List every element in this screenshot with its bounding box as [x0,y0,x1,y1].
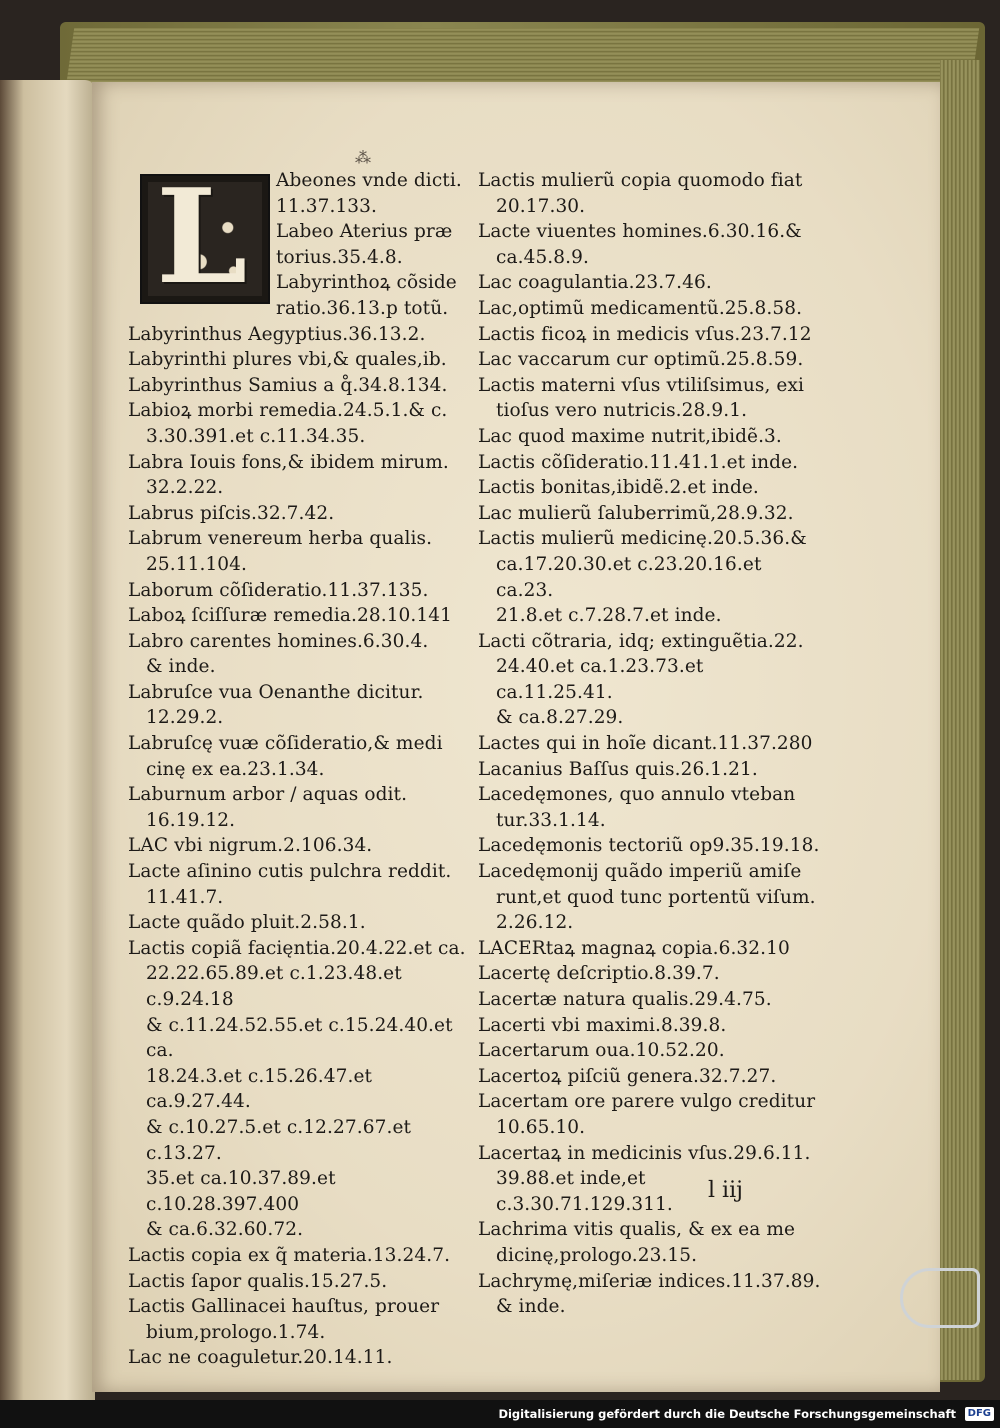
index-column-right [478,168,823,1320]
index-column-left [128,160,473,1371]
entry-continuation: cinę ex ea.23.1.34. [146,758,325,780]
index-entry [128,629,473,680]
entry-text: Lactis Gallinacei hauſtus, prouer [128,1296,440,1318]
index-entry [128,450,473,501]
index-entry [478,347,823,373]
index-entry [478,219,823,270]
index-entry [128,1345,473,1371]
index-entry [128,731,473,782]
page-edges-top [66,28,979,88]
index-entry [478,1089,823,1140]
left-facing-page [0,80,95,1400]
index-entry [478,757,823,783]
entry-continuation: 12.29.2. [146,707,224,729]
index-entry [128,910,473,936]
index-entry [478,1013,823,1039]
entry-continuation: ca.45.8.9. [496,246,589,268]
entry-text: Lactis mulierũ medicinę.20.5.36.& [478,528,807,550]
index-entry [128,168,473,219]
entry-continuation: 18.24.3.et c.15.26.47.et ca.9.27.44. [146,1065,373,1113]
entry-text: Lacertam ore parere vulgo creditur [478,1091,816,1113]
index-entry [478,859,823,936]
entry-continuation: & inde. [146,656,216,678]
entry-text: Lactis copia ex q̃ materia.13.24.7. [128,1244,451,1266]
entry-continuation: tioſus vero nutricis.28.9.1. [496,400,748,422]
index-entry [128,859,473,910]
entry-text: Laborum cõſideratio.11.37.135. [128,579,429,601]
entry-continuation: 39.88.et inde,et c.3.30.71.129.311. [496,1168,673,1215]
index-entry [128,501,473,527]
entry-continuation: & c.11.24.52.55.et c.15.24.40.et ca. [146,1014,453,1062]
index-entry [128,398,473,449]
entry-continuation: 11.37.133. [276,195,378,217]
entry-text: Lactis copiã facięntia.20.4.22.et ca. [128,937,466,959]
index-entry [478,1217,823,1268]
entry-text: Lacerti vbi maximi.8.39.8. [478,1014,727,1036]
entry-text: Lacertoꝝ piſciũ genera.32.7.27. [478,1065,777,1087]
index-entry [128,936,473,1243]
entry-text: Lacedęmones, quo annulo vteban [478,784,796,806]
initial-letter: L [156,160,248,313]
entry-text: Lactis mulierũ copia quomodo fiat [478,170,803,191]
index-entry [128,526,473,577]
entry-continuation: & ca.8.27.29. [496,707,624,729]
index-entry [478,501,823,527]
entry-continuation: 11.41.7. [146,886,224,908]
index-entry [478,1038,823,1064]
index-entry [478,1064,823,1090]
entry-continuation: 20.17.30. [496,195,586,217]
entry-text: Lachrymę,miſeriæ indices.11.37.89. [478,1270,821,1292]
entry-continuation: 32.2.22. [146,477,224,499]
index-entry [478,833,823,859]
entry-text: Lactes qui in hoĩe dicant.11.37.280 [478,733,813,755]
entry-text: Lachrima vitis qualis, & ex ea me [478,1219,796,1241]
entry-text: Labra Iouis fons,& ibidem mirum. [128,451,449,473]
entry-text: Labeo Aterius præ [276,221,453,243]
digitization-footer [0,1400,1000,1428]
entry-text: Lacanius Baſſus quis.26.1.21. [478,758,758,780]
signature-mark: l iij [708,1178,743,1203]
page-edges-right [940,60,980,1380]
entry-continuation: 25.11.104. [146,553,248,575]
entry-continuation: 22.22.65.89.et c.1.23.48.et c.9.24.18 [146,963,402,1010]
entry-text: Lactis materni vſus vtiliſsimus, exi [478,374,805,396]
entry-text: Lac coagulantia.23.7.46. [478,272,712,294]
entry-continuation: & inde. [496,1296,566,1318]
entry-text: Lacte aſinino cutis pulchra reddit. [128,861,452,883]
entry-text: Labyrinthus Samius a q̊.34.8.134. [128,374,448,396]
entry-text: Lacertarum oua.10.52.20. [478,1040,725,1062]
index-entry [478,475,823,501]
index-entry [478,296,823,322]
entry-continuation: 3.30.391.et c.11.34.35. [146,425,366,447]
index-entry [128,322,473,348]
index-entry [128,1269,473,1295]
index-entry [478,450,823,476]
entry-continuation: 16.19.12. [146,809,236,831]
entry-text: Lacertę deſcriptio.8.39.7. [478,963,720,985]
entry-continuation: & c.10.27.5.et c.12.27.67.et c.13.27. [146,1116,412,1164]
index-entry [478,322,823,348]
entry-continuation: 10.65.10. [496,1116,586,1138]
page-clip [900,1268,980,1328]
index-entry [478,782,823,833]
index-entry [478,373,823,424]
entry-continuation: bium,prologo.1.74. [146,1321,326,1343]
index-entry [478,168,823,219]
index-entry [478,629,823,731]
index-entry [478,987,823,1013]
index-entry [128,680,473,731]
entry-text: LAC vbi nigrum.2.106.34. [128,835,373,857]
entry-continuation: & ca.6.32.60.72. [146,1219,304,1241]
entry-text: Abeones vnde dicti. [276,170,462,191]
entry-text: Laboꝝ ſciſſuræ remedia.28.10.141 [128,605,453,627]
dfg-logo: DFG [965,1407,994,1421]
index-entry [478,424,823,450]
index-entry [128,833,473,859]
entry-text: Lactis bonitas,ibidẽ.2.et inde. [478,477,759,499]
entry-continuation: tur.33.1.14. [496,809,606,831]
entry-text: Lacedęmonij quãdo imperiũ amiſe [478,861,802,883]
index-entry [128,782,473,833]
entry-text: Labro carentes homines.6.30.4. [128,630,429,652]
entry-text: Lac vaccarum cur optimũ.25.8.59. [478,349,804,371]
entry-text: Lacti cõtraria, idq; extinguẽtia.22. [478,630,804,652]
index-entry [478,270,823,296]
entry-text: Lac mulierũ ſaluberrimũ,28.9.32. [478,502,794,524]
entry-continuation: runt,et quod tunc portentũ viſum. [496,886,816,908]
index-entry [478,1269,823,1320]
index-entry [478,961,823,987]
index-entry [128,347,473,373]
index-entry [128,219,473,270]
entry-text: Lacte quãdo pluit.2.58.1. [128,912,366,934]
entry-text: Lacedęmonis tectoriũ op9.35.19.18. [478,835,820,857]
entry-continuation: ratio.36.13.p totũ. [276,297,449,319]
entry-continuation: 35.et ca.10.37.89.et c.10.28.397.400 [146,1168,336,1215]
entry-text: Lacertaꝝ in medicinis vſus.29.6.11. [478,1142,811,1164]
index-entry [478,526,823,628]
entry-continuation: 2.26.12. [496,912,574,934]
index-entry [478,936,823,962]
entry-text: Labioꝝ morbi remedia.24.5.1.& c. [128,400,448,422]
entry-text: Labyrinthoꝝ cõside [276,272,457,294]
index-entry [128,603,473,629]
entry-text: Labyrinthus Aegyptius.36.13.2. [128,323,426,345]
entry-text: Lac quod maxime nutrit,ibidẽ.3. [478,425,782,447]
index-entry [128,578,473,604]
entry-continuation: 21.8.et c.7.28.7.et inde. [496,605,722,627]
entry-text: Labyrinthi plures vbi,& quales,ib. [128,349,447,371]
entry-text: Labrus piſcis.32.7.42. [128,502,335,524]
index-entry [478,1141,823,1218]
entry-text: Lacte viuentes homines.6.30.16.& [478,221,802,243]
index-entry [128,270,473,321]
entry-text: Lacertæ natura qualis.29.4.75. [478,989,772,1010]
index-entry [478,731,823,757]
entry-text: Labruſce vua Oenanthe dicitur. [128,681,424,703]
index-entry [128,1294,473,1345]
index-entry [128,1243,473,1269]
ornament-mark: ⁂ [355,148,371,167]
entry-text: Lac,optimũ medicamentũ.25.8.58. [478,297,803,319]
entry-continuation: torius.35.4.8. [276,246,403,268]
entry-continuation: 24.40.et ca.1.23.73.et ca.11.25.41. [496,656,704,703]
entry-text: Labrum venereum herba qualis. [128,528,433,550]
entry-continuation: ca.17.20.30.et c.23.20.16.et ca.23. [496,553,762,601]
footer-credit: Digitalisierung gefördert durch die Deutsche Forschungsgemeinschaft [498,1407,956,1421]
entry-text: Labruſcę vuæ cõſideratio,& medi [128,733,443,755]
entry-text: Lactis cõſideratio.11.41.1.et inde. [478,451,799,473]
entry-text: Lactis ficoꝝ in medicis vſus.23.7.12 [478,323,812,345]
entry-text: Lac ne coaguletur.20.14.11. [128,1347,393,1369]
entry-text: Lactis ſapor qualis.15.27.5. [128,1270,388,1292]
index-entry [128,373,473,399]
entry-text: Laburnum arbor / aquas odit. [128,784,408,806]
entry-text: LACERtaꝝ magnaꝝ copia.6.32.10 [478,937,790,959]
entry-continuation: dicinę,prologo.23.15. [496,1244,698,1266]
